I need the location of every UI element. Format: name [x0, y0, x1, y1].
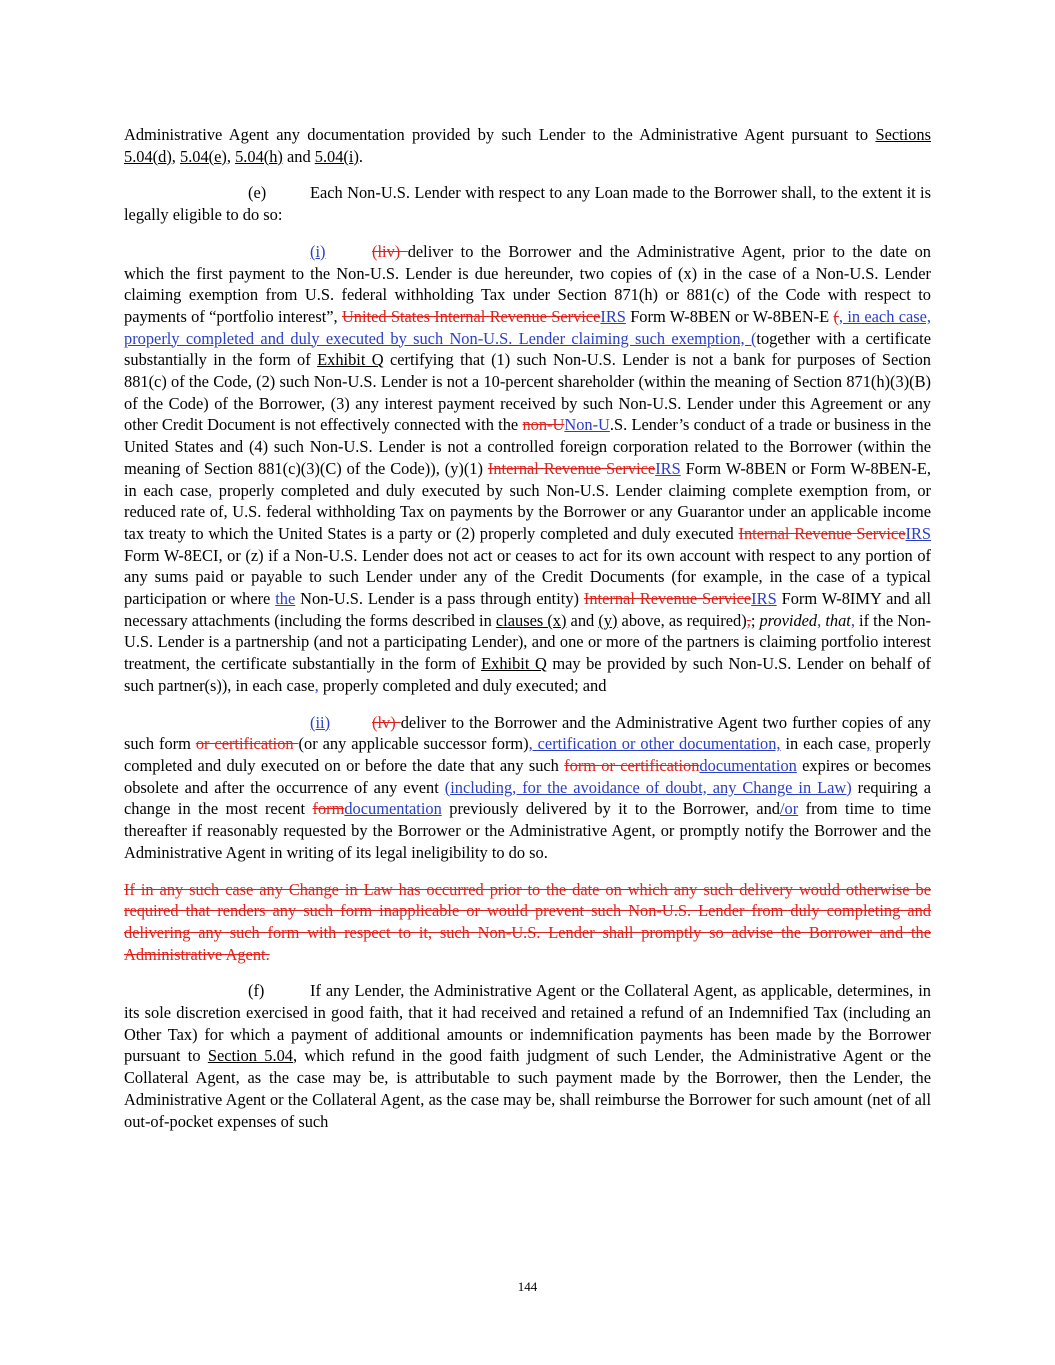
deleted-text: non-U — [522, 415, 565, 435]
deleted-text: form — [312, 799, 345, 819]
italic-text: that — [825, 610, 851, 630]
text: requiring a change in the most recent — [124, 777, 931, 819]
paragraph-ii — [124, 712, 931, 864]
page-number: 144 — [517, 1279, 538, 1294]
clause-label: (f) — [248, 981, 265, 1001]
inserted-text: /or — [779, 799, 799, 819]
inserted-text: documentation — [344, 799, 442, 819]
inserted-text: Non-U — [564, 415, 610, 435]
inserted-text: , — [208, 480, 213, 500]
text: . — [358, 146, 364, 166]
text: and — [282, 146, 315, 166]
text: Non-U.S. Lender is a pass through entity) — [295, 589, 584, 609]
text: certifying that (1) such Non-U.S. Lender is not a bank for purposes of Section 881(c) of the Code, (2) such Non-U.S. Lender is not a 10-percent shareholder (within the meaning of Section 871(h)(3)(B) of the Code) of the Borrower, (3) any interest payment received by such Non-U.S. Lender under this Agreement or any other Credit Document is not effectively connected with the — [124, 350, 931, 435]
deleted-text: United States Internal Revenue Service — [341, 306, 601, 326]
text: Form W-8BEN or W-8BEN-E — [625, 306, 834, 326]
text: , — [171, 146, 180, 166]
text: above, as required) — [617, 610, 747, 630]
paragraph-i — [124, 241, 931, 697]
paragraph-continuation — [124, 124, 931, 167]
text: if the Non-U.S. Lender is a partnership (and not a participating Lender), and one or more of the partners is claiming portfolio interest treatment, the certificate substantially in the form of — [124, 610, 931, 674]
text: .S. Lender’s conduct of a trade or business in the United States and (4) such Non-U.S. Lender is not a controlled foreign corporation related to the Borrower (within the meaning of Section 881(c)(3)(C) of the Code)), (y)(1) — [124, 415, 931, 478]
deleted-text: or certification — [195, 734, 299, 754]
clause-number-deleted: (lv) — [372, 712, 401, 732]
inserted-text: , in each case, properly completed and duly executed by such Non-U.S. Lender claiming such exemption, ( — [124, 306, 931, 348]
deleted-text: Internal Revenue Service — [583, 589, 752, 609]
exhibit-reference: Exhibit Q — [317, 350, 384, 370]
deleted-text: Internal Revenue Service — [738, 523, 906, 543]
text: Each Non-U.S. Lender with respect to any Loan made to the Borrower shall, to the extent it is legally eligible to do so: — [124, 183, 931, 225]
inserted-text: IRS — [751, 589, 777, 609]
text: deliver to the Borrower and the Administrative Agent two further copies of any such form — [124, 712, 931, 754]
inserted-text: , certification or other documentation, — [528, 734, 781, 754]
paragraph-f — [124, 980, 931, 1132]
clause-reference: clauses (x) — [495, 610, 567, 630]
text: may be provided by such Non-U.S. Lender on behalf of such partner(s)), in each case — [124, 654, 931, 695]
inserted-text: (including, for the avoidance of doubt, any Change in Law) — [444, 777, 852, 797]
section-reference: 5.04(e) — [180, 146, 227, 166]
inserted-text: , — [866, 734, 871, 754]
text: ; — [750, 610, 760, 630]
deleted-text: form or certification — [564, 755, 700, 775]
clause-number-deleted: (liv) — [372, 241, 408, 261]
clause-reference: (y) — [598, 610, 618, 630]
clause-number-inserted: (ii) — [310, 712, 331, 732]
text: and — [566, 610, 599, 630]
clause-label: (e) — [248, 183, 267, 203]
deleted-text: Internal Revenue Service — [487, 458, 656, 478]
italic-text: provided — [759, 610, 818, 630]
deleted-paragraph: If in any such case any Change in Law has occurred prior to the date on which any such delivery would otherwise be required that renders any such form inapplicable or would prevent such Non-U.S. Lender from duly completing and delivering any such form with respect to it, such Non-U.S. Lender shall promptly so advise the Borrower and the Administrative Agent. — [124, 879, 931, 964]
deleted-text: ( — [833, 306, 839, 326]
text: Form W-8ECI, or (z) if a Non-U.S. Lender does not act or ceases to act for its own account with respect to any portion of any sums paid or payable to such Lender under any of the Credit Documents (for example, in the case of a typical participation or where — [124, 545, 931, 609]
text: from time to time thereafter if reasonably requested by the Borrower or the Administrative Agent, or promptly notify the Borrower and the Administrative Agent in writing of its legal ineligibility to do so. — [124, 799, 931, 862]
text: deliver to the Borrower and the Administrative Agent, prior to the date on which the first payment to the Non-U.S. Lender is due hereunder, two copies of (x) in the case of a Non-U.S. Lender claiming exemption from U.S. federal withholding Tax under Section 871(h) or 881(c) of the Code with respect to payments of “portfolio interest”, — [124, 241, 931, 326]
text: Form W-8IMY and all necessary attachments (including the forms described in — [124, 589, 932, 630]
inserted-text: IRS — [655, 458, 681, 478]
section-reference: 5.04(h) — [235, 146, 283, 166]
paragraph-e — [124, 182, 931, 225]
text: Administrative Agent any documentation provided by such Lender to the Administrative Agent pursuant to — [124, 125, 876, 144]
text: previously delivered by it to the Borrower, and — [441, 799, 780, 819]
inserted-text: , — [817, 610, 822, 630]
deleted-text: , — [746, 610, 751, 630]
inserted-text: IRS — [905, 523, 931, 543]
section-reference: 5.04(i) — [314, 146, 359, 166]
text: (or any applicable successor form) — [298, 734, 529, 754]
inserted-text: , — [314, 675, 319, 695]
inserted-text: documentation — [699, 755, 797, 775]
text: properly completed and duly executed; and — [318, 675, 607, 695]
inserted-text: IRS — [600, 306, 626, 326]
exhibit-reference: Exhibit Q — [481, 654, 547, 674]
text: , — [226, 146, 236, 166]
inserted-text: the — [275, 589, 296, 609]
text: If any Lender, the Administrative Agent or the Collateral Agent, as applicable, determines, in its sole discretion exercised in good faith, that it had received and retained a refund of an Indemnified Tax (including an Other Tax) for which a payment of additional amounts or indemnification payments has been made by the Borrower pursuant to — [124, 981, 931, 1066]
text: Form W-8BEN or Form W-8BEN-E, in each case — [124, 458, 931, 500]
text: properly completed and duly executed on or before the date that any such — [124, 734, 931, 775]
text: properly completed and duly executed by such Non-U.S. Lender claiming complete exemption from, or reduced rate of, U.S. federal withholding Tax on payments by the Borrower or any Guarantor under an applicable income tax treaty to which the United States is a party or (2) properly completed and duly executed — [124, 480, 932, 543]
document-page — [124, 124, 931, 1147]
clause-number-inserted: (i) — [310, 241, 326, 261]
text: , which refund in the good faith judgment of such Lender, the Administrative Agent or the Collateral Agent, as the case may be, is attributable to such payment made by the Borrower, then the Lender, the Administrative Agent or the Collateral Agent, as the case may be, shall reimburse the Borrower for such amount (net of all out-of-pocket expenses of such — [124, 1046, 931, 1131]
text: expires or becomes obsolete and after the occurrence of any event — [124, 755, 932, 797]
section-reference: Section 5.04 — [207, 1046, 293, 1066]
section-reference: Sections 5.04(d) — [124, 125, 931, 166]
text: in each case — [780, 734, 867, 754]
text: together with a certificate substantially in the form of — [124, 328, 931, 370]
inserted-text: , — [850, 610, 855, 630]
